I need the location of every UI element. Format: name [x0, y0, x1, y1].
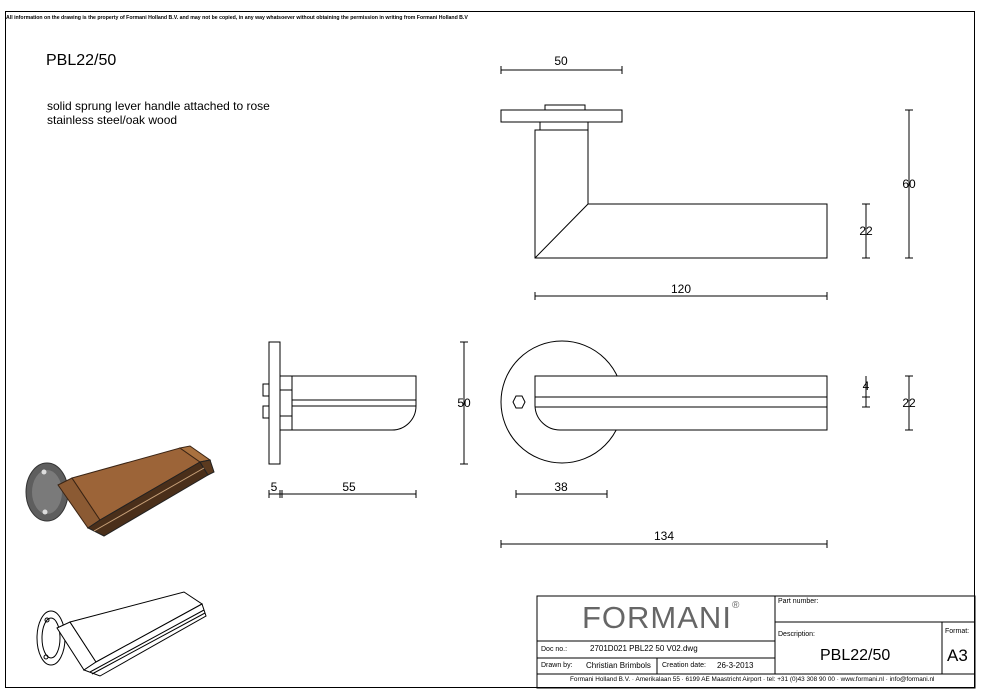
format-value: A3: [947, 646, 968, 665]
dim-label-rose-thickness: 5: [270, 480, 278, 494]
copyright-notice: All information on the drawing is the property of Formani Holland B.V. and may not be copied, in any way whatsoever without obtaining the permission in writing from Formani Holland B.V: [6, 15, 468, 21]
render-line-handle: [37, 592, 206, 676]
drawn-by-value: Christian Brimbols: [586, 661, 651, 670]
rose-top-view: [501, 110, 622, 122]
dim-label-lever-length: 120: [670, 282, 692, 296]
top-view-handle: [501, 105, 827, 258]
part-number-label: Part number:: [778, 598, 819, 605]
product-code: PBL22/50: [46, 52, 117, 69]
dim-label-rose-to-lever: 38: [554, 480, 568, 494]
dim-label-lever-height: 22: [859, 224, 873, 238]
dim-label-rose-width: 50: [554, 54, 568, 68]
side-view-handle: [263, 342, 416, 464]
dim-label-overall-length: 134: [653, 529, 675, 543]
creation-date-label: Creation date:: [662, 662, 706, 669]
creation-date-value: 26-3-2013: [717, 661, 754, 670]
title-block-footer: Formani Holland B.V. · Amerikalaan 55 · 6199 AE Maastricht Airport · tel: +31 (0)43 308 90 00 · www.formani.nl · info@formani.nl: [570, 676, 935, 683]
render-wood-handle: [26, 446, 214, 536]
description-value: PBL22/50: [820, 647, 891, 664]
brand-logo: FORMANI®: [582, 600, 741, 635]
dim-label-lever-projection: 55: [342, 480, 356, 494]
format-label: Format:: [945, 628, 970, 635]
dim-label-inlay: 4: [862, 379, 870, 393]
doc-no-value: 2701D021 PBL22 50 V02.dwg: [590, 644, 698, 653]
front-view-handle: [501, 341, 827, 463]
description-line-1: solid sprung lever handle attached to rose: [47, 99, 270, 113]
dim-label-height-total: 60: [902, 177, 916, 191]
drawn-by-label: Drawn by:: [541, 662, 573, 669]
doc-no-label: Doc no.:: [541, 646, 568, 653]
description-line-2: stainless steel/oak wood: [47, 113, 178, 127]
dim-label-rose-diameter: 50: [457, 396, 471, 410]
description-label: Description:: [778, 631, 815, 638]
dim-label-front-lever-height: 22: [902, 396, 916, 410]
